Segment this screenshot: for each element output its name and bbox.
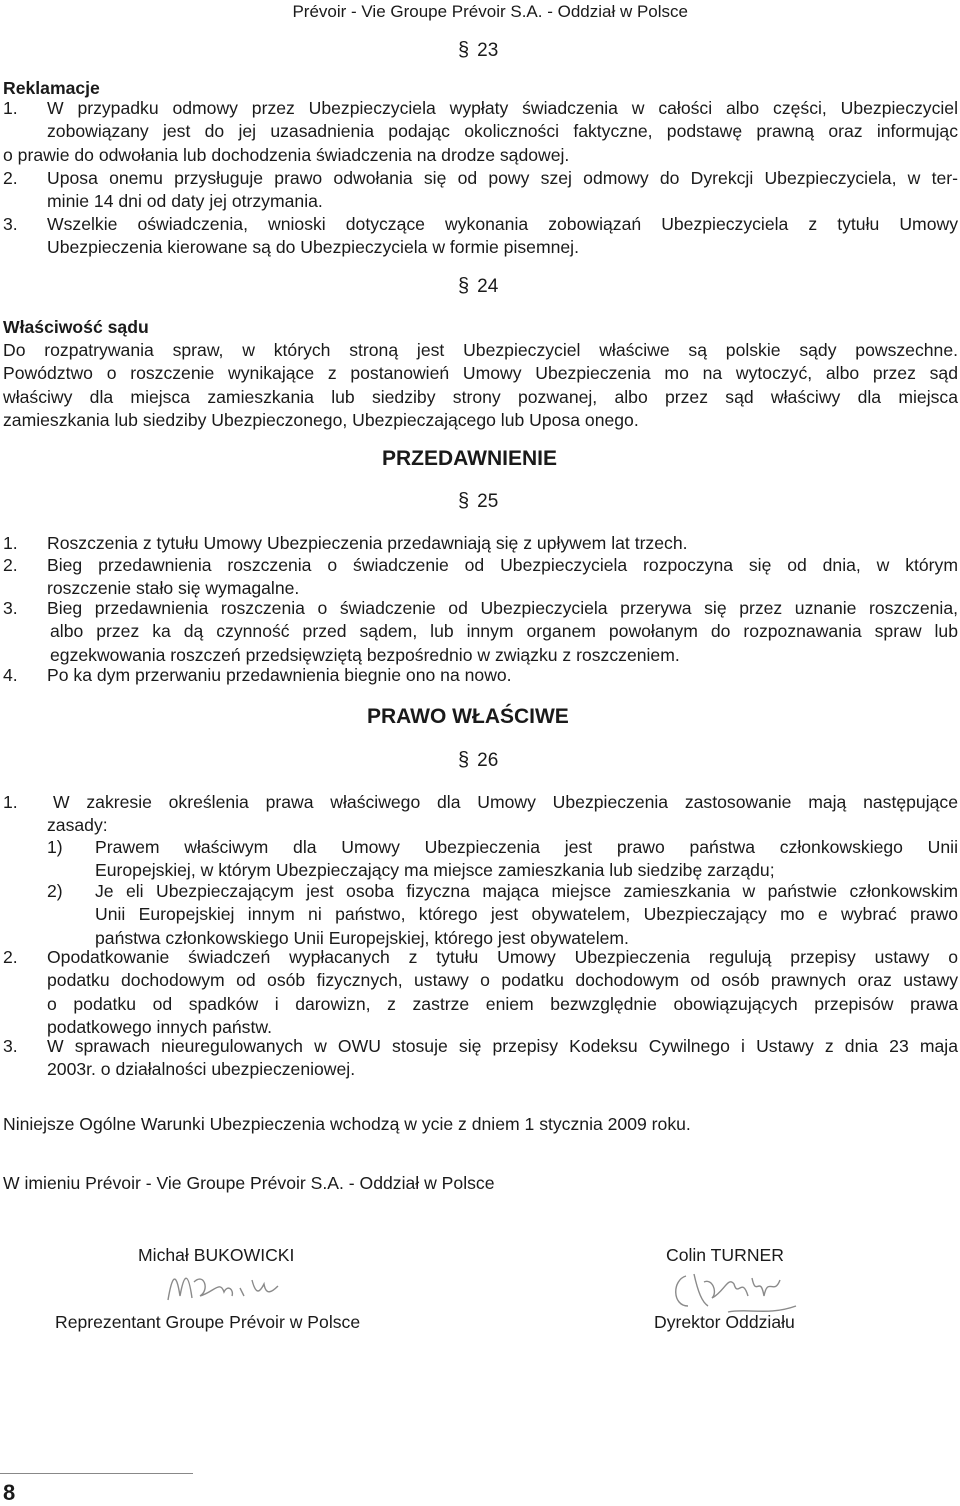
item-line: Je eli Ubezpieczającym jest osoba fizyczna mająca miejsce zamieszkania w państwie członkowskim xyxy=(95,881,958,901)
body-line: zamieszkania lub siedziby Ubezpieczonego, Ubezpieczającego lub Uposa onego. xyxy=(3,410,639,430)
signature-bukowicki xyxy=(160,1262,290,1312)
item-line: Ubezpieczenia kierowane są do Ubezpieczyciela w formie pisemnej. xyxy=(47,237,579,257)
item-line: Bieg przedawnienia roszczenia o świadczenie od Ubezpieczyciela rozpoczyna się od dnia, w którym xyxy=(47,555,958,575)
paragraph-symbol: § xyxy=(458,749,470,771)
section-number: 23 xyxy=(477,40,499,61)
footer-divider xyxy=(0,1473,193,1474)
item-number: 3. xyxy=(3,1036,18,1056)
item-number: 1. xyxy=(3,533,18,553)
signatory-role-1: Reprezentant Groupe Prévoir w Polsce xyxy=(55,1312,361,1332)
item-line: roszczenie stało się wymagalne. xyxy=(47,578,300,598)
item-line: podatkowego innych państw. xyxy=(47,1017,272,1037)
paragraph-symbol: § xyxy=(458,275,470,297)
section-number: 24 xyxy=(477,276,499,297)
item-line: Opodatkowanie świadczeń wypłacanych z tytułu Umowy Ubezpieczenia regulują przepisy ustawy o xyxy=(47,947,958,967)
section-title-reklamacje: Reklamacje xyxy=(3,78,100,98)
item-line: państwa członkowskiego Unii Europejskiej, którego jest obywatelem. xyxy=(95,928,629,948)
body-line: Do rozpatrywania spraw, w których stroną jest Ubezpieczyciel właściwe są polskie sądy powszechne. xyxy=(3,340,958,360)
section-title-wlasciwosc-sadu: Właściwość sądu xyxy=(3,317,149,337)
body-line: Powództwo o roszczenie wynikające z postanowień Umowy Ubezpieczenia mo na wytoczyć, albo przez sąd xyxy=(3,363,958,383)
section-23-heading xyxy=(458,40,498,62)
item-line: egzekwowania roszczeń przedsięwziętą bezpośrednio w związku z roszczeniem. xyxy=(50,645,680,665)
body-line: właściwy dla miejsca zamieszkania lub siedziby strony pozwanej, albo przez sąd właściwy dla miejsca xyxy=(3,387,958,407)
item-line: minie 14 dni od daty jej otrzymania. xyxy=(47,191,323,211)
item-number: 1. xyxy=(3,98,18,118)
item-line: W sprawach nieuregulowanych w OWU stosuje się przepisy Kodeksu Cywilnego i Ustawy z dnia 23 maja xyxy=(47,1036,958,1056)
item-line: o podatku od spadków i darowizn, z zastrze eniem bezwzględnie obowiązujących przepisów prawa xyxy=(47,994,958,1014)
item-line: Roszczenia z tytułu Umowy Ubezpieczenia przedawniają się z upływem lat trzech. xyxy=(47,533,688,553)
section-24-heading xyxy=(458,276,498,298)
item-line: Wszelkie oświadczenia, wnioski dotyczące wykonania zobowiązań Ubezpieczyciela z tytułu Umowy xyxy=(47,214,958,234)
section-26-heading xyxy=(458,750,498,772)
paragraph-symbol: § xyxy=(458,490,470,512)
item-line: Unii Europejskiej innym ni państwo, którego jest obywatelem, Ubezpieczający mo e wybrać prawo xyxy=(95,904,958,924)
section-number: 26 xyxy=(477,750,499,771)
item-line: W zakresie określenia prawa właściwego dla Umowy Ubezpieczenia zastosowanie mają następujące xyxy=(53,792,958,812)
item-line: zobowiązany jest do jej uzasadnienia podając okoliczności faktyczne, podstawę prawną oraz informując xyxy=(47,121,958,141)
page-number: 8 xyxy=(3,1480,16,1505)
item-line: W przypadku odmowy przez Ubezpieczyciela wypłaty świadczenia w całości albo części, Ubezpieczyciel xyxy=(47,98,958,118)
item-number: 1. xyxy=(3,792,18,812)
section-number: 25 xyxy=(477,491,499,512)
item-line: o prawie do odwołania lub dochodzenia świadczenia na drodze sądowej. xyxy=(3,145,570,165)
on-behalf-line: W imieniu Prévoir - Vie Groupe Prévoir S.A. - Oddział w Polsce xyxy=(3,1173,495,1193)
item-number: 2. xyxy=(3,947,18,967)
signatory-name-2: Colin TURNER xyxy=(666,1245,784,1265)
sub-item-number: 1) xyxy=(47,837,63,857)
item-line: Bieg przedawnienia roszczenia o świadczenie od Ubezpieczyciela przerywa się przez uznanie roszczenia, xyxy=(47,598,958,618)
item-number: 2. xyxy=(3,168,18,188)
chapter-title-prawo-wlasciwe: PRAWO WŁAŚCIWE xyxy=(367,705,569,728)
item-number: 3. xyxy=(3,214,18,234)
closing-statement: Niniejsze Ogólne Warunki Ubezpieczenia wchodzą w ycie z dniem 1 stycznia 2009 roku. xyxy=(3,1114,691,1134)
item-number: 4. xyxy=(3,665,18,685)
signatory-role-2: Dyrektor Oddziału xyxy=(654,1312,795,1332)
item-line: Uposa onemu przysługuje prawo odwołania się od powy szej odmowy do Dyrekcji Ubezpieczyciela, w ter- xyxy=(47,168,958,188)
sub-item-number: 2) xyxy=(47,881,63,901)
item-number: 3. xyxy=(3,598,18,618)
item-line: podatku dochodowym od osób fizycznych, ustawy o podatku dochodowym od osób prawnych oraz ustawy xyxy=(47,970,958,990)
page-header: Prévoir - Vie Groupe Prévoir S.A. - Oddział w Polsce xyxy=(292,2,688,21)
chapter-title-przedawnienie: PRZEDAWNIENIE xyxy=(382,447,558,470)
item-number: 2. xyxy=(3,555,18,575)
item-line: 2003r. o działalności ubezpieczeniowej. xyxy=(47,1059,356,1079)
item-line: Prawem właściwym dla Umowy Ubezpieczenia jest prawo państwa członkowskiego Unii xyxy=(95,837,958,857)
item-line: albo przez ka dą czynność przed sądem, lub innym organem powołanym do rozpoznawania spraw lub xyxy=(50,621,958,641)
paragraph-symbol: § xyxy=(458,39,470,61)
item-line: zasady: xyxy=(47,815,108,835)
section-25-heading xyxy=(458,491,498,513)
signatory-name-1: Michał BUKOWICKI xyxy=(138,1245,295,1265)
item-line: Po ka dym przerwaniu przedawnienia biegnie ono na nowo. xyxy=(47,665,512,685)
item-line: Europejskiej, w którym Ubezpieczający ma miejsce zamieszkania lub siedzibę zarządu; xyxy=(95,860,775,880)
